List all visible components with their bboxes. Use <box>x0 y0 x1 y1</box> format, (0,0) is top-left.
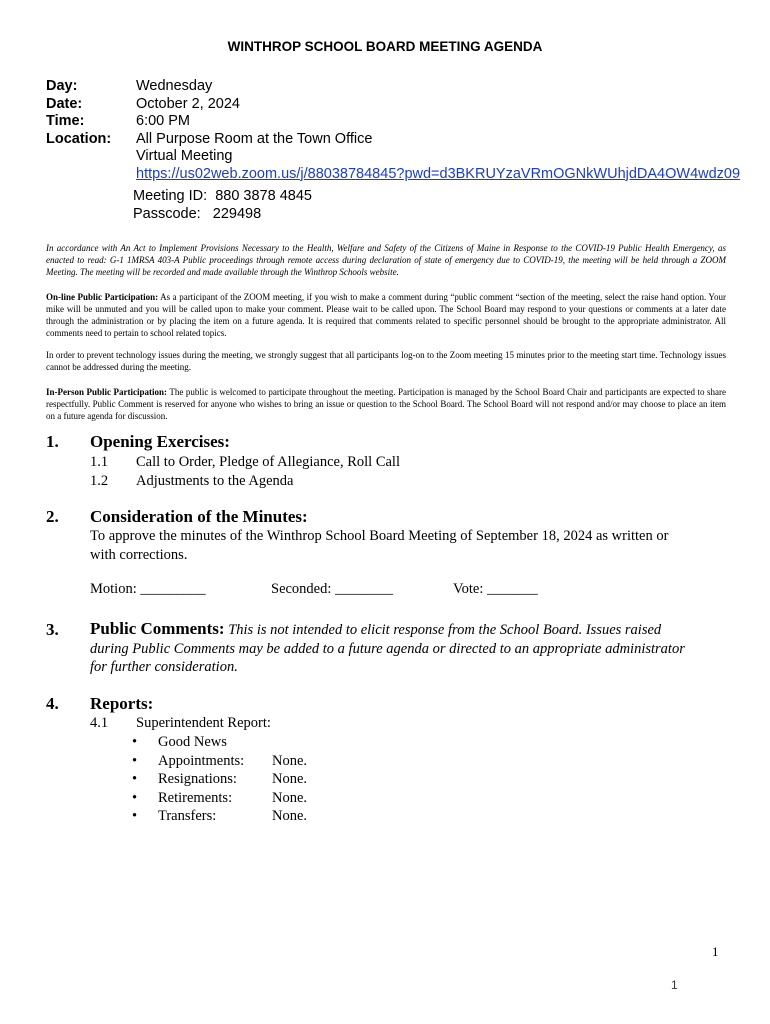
list-item: • Appointments: None. <box>132 752 308 769</box>
zoom-credentials <box>133 188 312 223</box>
date-label: Date: <box>46 95 83 112</box>
day-label: Day: <box>46 78 78 94</box>
motion-field: Motion: _________ <box>90 581 206 597</box>
list-item: • Transfers: None. <box>132 808 308 824</box>
online-participation-text: As a participant of the ZOOM meeting, if you wish to make a comment during “public comment “section of the meeting, select the raise hand option. Your mike will be unmuted and you will be called upon to make your comment. Please wait to be called upon. The School Board may respond to your questions or comments at a later date through the administration or by placing the item on a future agenda. It is required that comments related to specific personnel should be brought to the appropriate administrator. All comments need to pertain to school related topics. <box>46 292 726 338</box>
in-person-participation <box>46 386 726 422</box>
page-number: 1 <box>712 944 719 959</box>
section-1-number: 1. <box>46 432 59 451</box>
section-4-number: 4. <box>46 694 59 713</box>
section-2-title: Consideration of the Minutes: <box>90 507 308 526</box>
agenda-item: 1.1 Call to Order, Pledge of Allegiance, Roll Call <box>90 454 400 470</box>
superintendent-report: 4.1 Superintendent Report: <box>90 715 271 731</box>
minutes-text: To approve the minutes of the Winthrop School Board Meeting of September 18, 2024 as written or with corrections. <box>90 528 669 563</box>
section-3-note: This is not intended to elicit response from the School Board. Issues raised <box>224 622 662 638</box>
zoom-link[interactable]: https://us02web.zoom.us/j/88038784845?pwd=d3BKRUYzaVRmOGNkWUhjdDA4OW4wdz09 <box>136 165 741 182</box>
in-person-label: In-Person Public Participation: <box>46 387 167 397</box>
in-person-text: The public is welcomed to participate throughout the meeting. Participation is managed by the School Board Chair and participants are expected to share respectfully. Public Comment is reserved for anyone who wishes to bring an issue or question to the School Board. The School Board will not respond and/or may choose to place an item on a future agenda for discussion. <box>46 387 726 421</box>
virtual-meeting-text: Virtual Meeting <box>136 148 233 164</box>
meeting-info <box>46 78 740 183</box>
seconded-field: Seconded: ________ <box>271 581 394 597</box>
section-4-title: Reports: <box>90 694 154 713</box>
section-3-number: 3. <box>46 620 59 639</box>
list-item: • Retirements: None. <box>132 789 308 806</box>
agenda-item: 1.2 Adjustments to the Agenda <box>90 472 294 489</box>
section-1-title: Opening Exercises: <box>90 432 230 451</box>
day-value: Wednesday <box>136 78 213 94</box>
list-item: • Good News <box>132 734 227 750</box>
online-participation-label: On-line Public Participation: <box>46 292 159 302</box>
section-3-title: Public Comments: <box>90 619 225 638</box>
page-number-footer: 1 <box>671 978 678 992</box>
list-item: • Resignations: None. <box>132 771 308 787</box>
report-bullet-list <box>132 733 307 826</box>
document-title: WINTHROP SCHOOL BOARD MEETING AGENDA <box>227 39 543 54</box>
section-2-number: 2. <box>46 507 59 526</box>
section-3-block: Public Comments: This is not intended to elicit response from the School Board. Issues raised during Public Comments may be added to a future agenda or directed to an appropriate administrator for further consideration. <box>90 619 685 675</box>
section-1-items <box>90 453 400 490</box>
location-label: Location: <box>46 130 112 147</box>
online-participation <box>46 291 726 339</box>
covid-notice: In accordance with An Act to Implement Provisions Necessary to the Health, Welfare and Safety of the Citizens of Maine in Response to the COVID-19 Public Health Emergency, as enacted to read: G-1 1MRSA 403-A Public proceedings through remote access during declaration of state of emergency due to COVID-19, the meeting will be held through a ZOOM Meeting. The meeting will be recorded and made available through the Winthrop Schools website. <box>46 243 726 277</box>
time-label: Time: <box>46 113 85 129</box>
passcode: Passcode: 229498 <box>133 205 262 222</box>
time-value: 6:00 PM <box>136 113 190 129</box>
meeting-id: Meeting ID: 880 3878 4845 <box>133 188 312 204</box>
location-value: All Purpose Room at the Town Office <box>136 130 373 147</box>
technology-notice: In order to prevent technology issues during the meeting, we strongly suggest that all participants log-on to the Zoom meeting 15 minutes prior to the meeting start time. Technology issues cannot be addressed during the meeting. <box>46 350 726 372</box>
vote-field: Vote: _______ <box>453 581 538 597</box>
date-value: October 2, 2024 <box>136 95 240 112</box>
